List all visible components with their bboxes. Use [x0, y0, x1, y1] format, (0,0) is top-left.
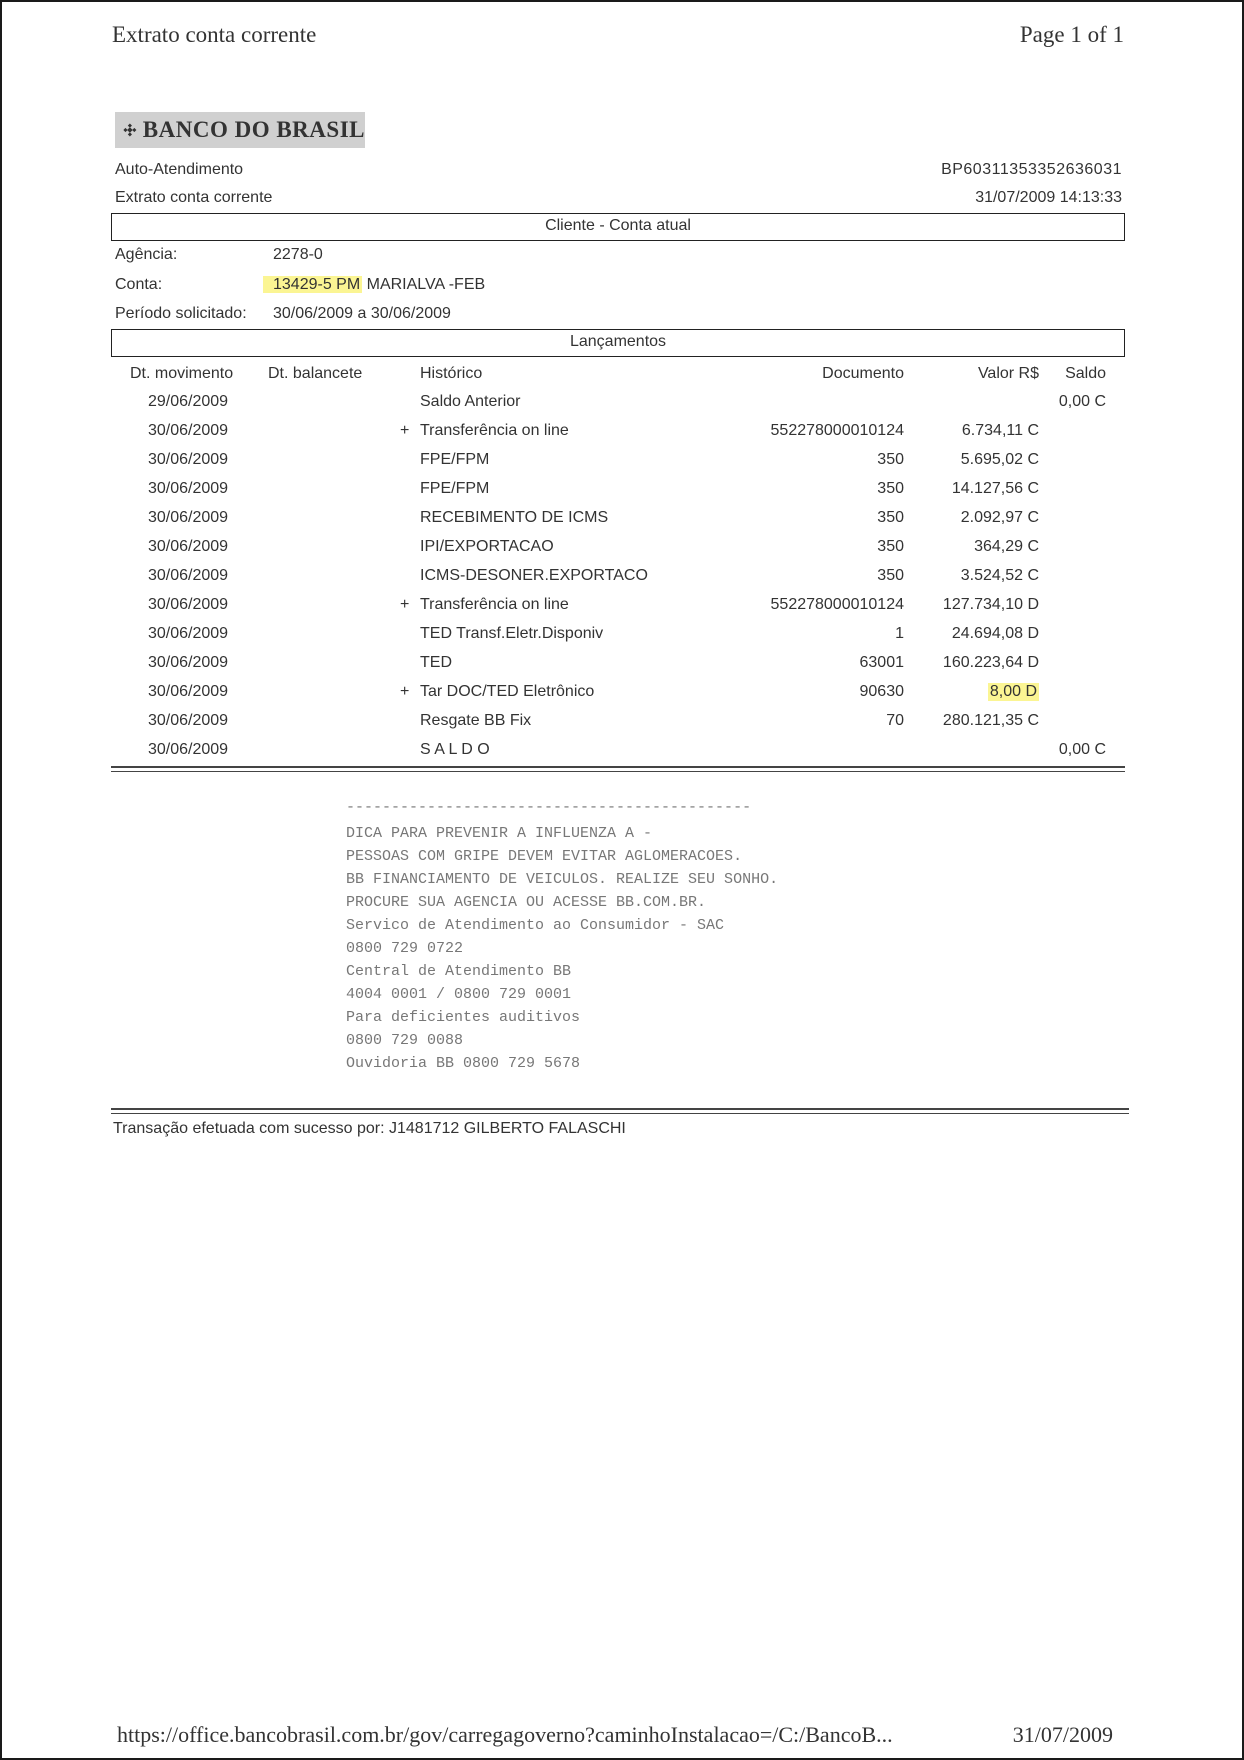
agencia-value: 2278-0 [273, 246, 323, 263]
banco-do-brasil-logo-icon [123, 116, 137, 144]
table-row [0, 621, 1244, 650]
cell-date: 30/06/2009 [148, 480, 229, 497]
cell-documento: 350 [877, 480, 904, 497]
cell-historico: Transferência on line [420, 596, 569, 613]
cell-valor: 3.524,52 C [960, 567, 1039, 584]
table-header [0, 361, 1244, 390]
cell-valor: 14.127,56 C [951, 480, 1039, 497]
table-row [0, 708, 1244, 737]
notice-line: BB FINANCIAMENTO DE VEICULOS. REALIZE SEU SONHO. [346, 871, 779, 888]
cell-date: 29/06/2009 [148, 393, 229, 410]
client-box-title: Cliente - Conta atual [111, 213, 1125, 241]
cell-date: 30/06/2009 [148, 683, 229, 700]
transaction-status: Transação efetuada com sucesso por: J1481712 GILBERTO FALASCHI [113, 1120, 626, 1137]
cell-historico: Resgate BB Fix [420, 712, 532, 729]
notice-line: Servico de Atendimento ao Consumidor - SAC [346, 917, 725, 934]
notice-line: Ouvidoria BB 0800 729 5678 [346, 1055, 581, 1072]
conta-value [263, 276, 485, 294]
periodo-value: 30/06/2009 a 30/06/2009 [273, 305, 451, 322]
col-valor: Valor R$ [977, 365, 1039, 382]
cell-valor: 127.734,10 D [942, 596, 1039, 613]
notice-line: 4004 0001 / 0800 729 0001 [346, 986, 572, 1003]
cell-valor: 5.695,02 C [960, 451, 1039, 468]
notice-line: Central de Atendimento BB [346, 963, 572, 980]
table-row [0, 505, 1244, 534]
cell-valor: 24.694,08 D [951, 625, 1039, 642]
cell-historico: Transferência on line [420, 422, 569, 439]
notice-line: DICA PARA PREVENIR A INFLUENZA A - [346, 825, 653, 842]
cell-historico: FPE/FPM [420, 480, 490, 497]
cell-historico: ICMS-DESONER.EXPORTACO [420, 567, 648, 584]
notice-block [346, 822, 778, 1075]
cell-documento: 350 [877, 567, 904, 584]
cell-saldo: 0,00 C [1058, 741, 1106, 758]
transaction-rule-2 [111, 1113, 1129, 1114]
conta-label: Conta: [115, 276, 163, 293]
cell-documento: 1 [895, 625, 904, 642]
table-row [0, 447, 1244, 476]
table-row [0, 737, 1244, 766]
service-label: Auto-Atendimento [115, 161, 244, 178]
table-row [0, 534, 1244, 563]
cell-plus: + [400, 422, 410, 439]
cell-documento: 552278000010124 [770, 422, 904, 439]
cell-valor: 2.092,97 C [960, 509, 1039, 526]
conta-number: 13429-5 PM [263, 276, 362, 293]
cell-date: 30/06/2009 [148, 567, 229, 584]
table-row [0, 418, 1244, 447]
cell-historico: Tar DOC/TED Eletrônico [420, 683, 595, 700]
cell-historico: S A L D O [420, 741, 490, 758]
cell-date: 30/06/2009 [148, 538, 229, 555]
table-bottom-rule-2 [111, 771, 1125, 772]
cell-date: 30/06/2009 [148, 625, 229, 642]
cell-date: 30/06/2009 [148, 654, 229, 671]
cell-documento: 350 [877, 451, 904, 468]
bank-logo [115, 112, 365, 148]
cell-saldo: 0,00 C [1058, 393, 1106, 410]
cell-date: 30/06/2009 [148, 596, 229, 613]
cell-historico: FPE/FPM [420, 451, 490, 468]
notice-separator: --------------------------------------------- [346, 799, 752, 816]
notice-line: Para deficientes auditivos [346, 1009, 581, 1026]
print-footer-url: https://office.bancobrasil.com.br/gov/carregagoverno?caminhoInstalacao=/C:/BancoB... [117, 1722, 893, 1747]
print-header-page: Page 1 of 1 [1019, 22, 1124, 47]
cell-date: 30/06/2009 [148, 451, 229, 468]
notice-line: PESSOAS COM GRIPE DEVEM EVITAR AGLOMERACOES. [346, 848, 743, 865]
cell-historico: TED Transf.Eletr.Disponiv [420, 625, 604, 642]
cell-valor: 8,00 D [989, 683, 1037, 700]
statement-datetime: 31/07/2009 14:13:33 [975, 189, 1122, 206]
col-saldo: Saldo [1065, 365, 1106, 382]
cell-documento: 63001 [859, 654, 904, 671]
cell-date: 30/06/2009 [148, 422, 229, 439]
table-row [0, 476, 1244, 505]
cell-plus: + [400, 683, 410, 700]
table-row [0, 592, 1244, 621]
cell-valor: 6.734,11 C [961, 422, 1039, 439]
table-row [0, 563, 1244, 592]
cell-valor: 160.223,64 D [942, 654, 1039, 671]
lancamentos-title: Lançamentos [111, 329, 1125, 357]
print-header-title: Extrato conta corrente [112, 22, 317, 47]
cell-date: 30/06/2009 [148, 741, 229, 758]
cell-documento: 350 [877, 509, 904, 526]
cell-date: 30/06/2009 [148, 712, 229, 729]
cell-valor: 364,29 C [974, 538, 1039, 555]
periodo-label: Período solicitado: [115, 305, 247, 322]
cell-documento: 90630 [859, 683, 904, 700]
table-row [0, 650, 1244, 679]
transaction-rule [111, 1108, 1129, 1110]
notice-line: 0800 729 0088 [346, 1032, 464, 1049]
col-dt-movimento: Dt. movimento [130, 365, 234, 382]
statement-code: BP60311353352636031 [941, 161, 1122, 178]
bank-name: BANCO DO BRASIL [142, 117, 365, 142]
cell-historico: TED [420, 654, 452, 671]
cell-documento: 70 [886, 712, 904, 729]
table-row [0, 389, 1244, 418]
cell-historico: RECEBIMENTO DE ICMS [420, 509, 609, 526]
cell-historico: IPI/EXPORTACAO [420, 538, 554, 555]
cell-plus: + [400, 596, 410, 613]
cell-valor: 280.121,35 C [942, 712, 1039, 729]
cell-documento: 552278000010124 [770, 596, 904, 613]
notice-line: 0800 729 0722 [346, 940, 464, 957]
cell-historico: Saldo Anterior [420, 393, 521, 410]
agencia-label: Agência: [115, 246, 178, 263]
table-bottom-rule [111, 766, 1125, 768]
doc-type-label: Extrato conta corrente [115, 189, 273, 206]
col-dt-balancete: Dt. balancete [268, 365, 363, 382]
col-historico: Histórico [420, 365, 483, 382]
print-footer-date: 31/07/2009 [1012, 1722, 1113, 1747]
col-documento: Documento [822, 365, 904, 382]
conta-name: MARIALVA -FEB [366, 276, 486, 293]
table-row [0, 679, 1244, 708]
cell-date: 30/06/2009 [148, 509, 229, 526]
cell-documento: 350 [877, 538, 904, 555]
notice-line: PROCURE SUA AGENCIA OU ACESSE BB.COM.BR. [346, 894, 707, 911]
